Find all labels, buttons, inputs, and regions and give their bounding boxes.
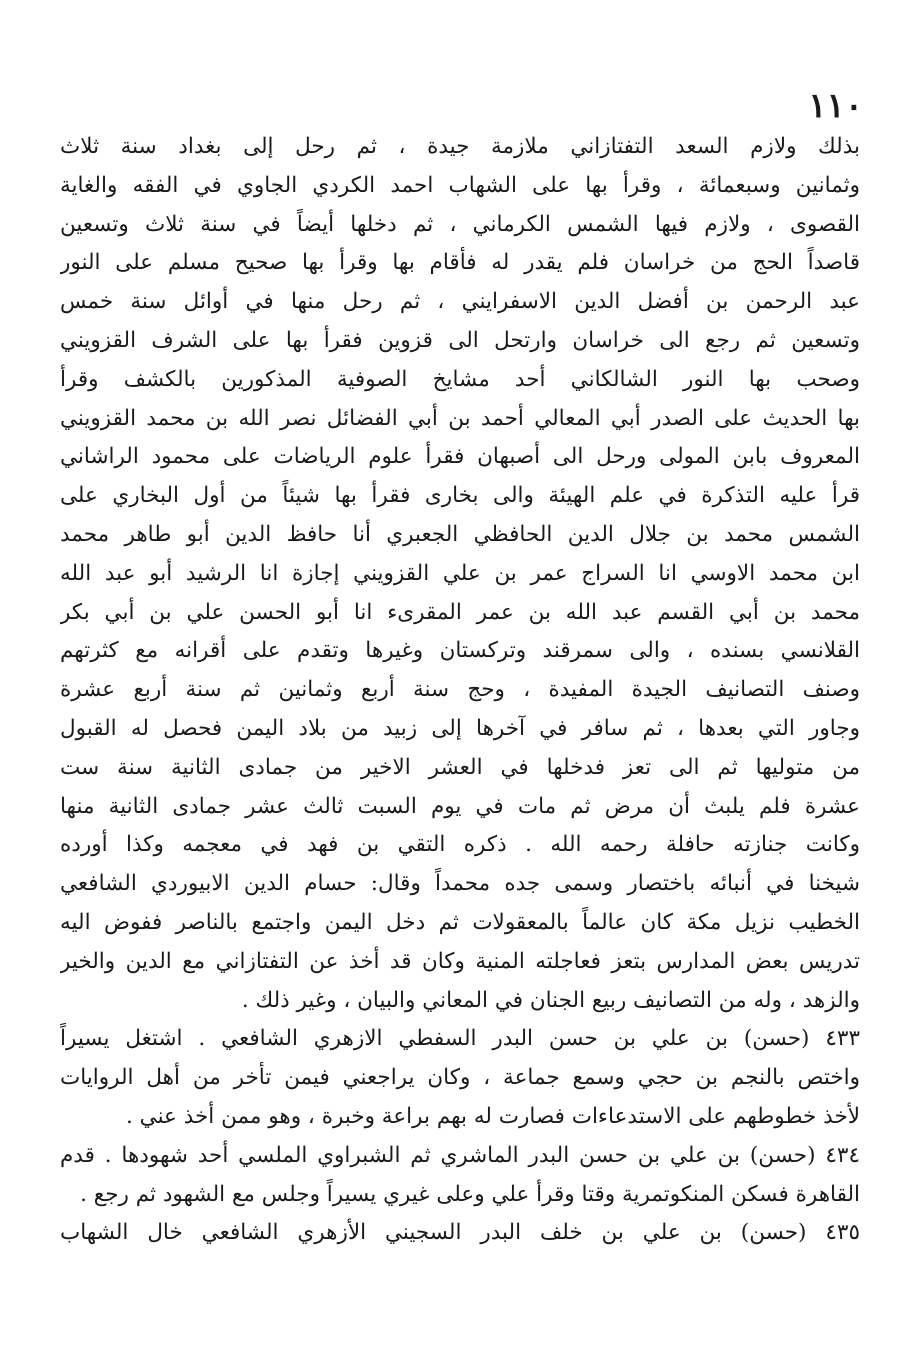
- text-line: وجاور التي بعدها ، ثم سافر في آخرها إلى زبيد من بلاد اليمن فحصل له القبول: [60, 715, 860, 741]
- entry-line-433: ٤٣٣ (حسن) بن علي بن حسن البدر السفطي الازهري الشافعي . اشتغل يسيراً: [60, 1026, 860, 1052]
- text-line: الشمس محمد بن جلال الدين الحافظي الجعبري أنا حافظ الدين أبو طاهر محمد: [60, 521, 860, 547]
- text-line: تدريس بعض المدارس بتعز فعاجلته المنية وكان قد أخذ عن التفتازاني مع الدين والخير: [60, 948, 860, 974]
- text-line: ابن محمد الاوسي انا السراج عمر بن علي القزويني إجازة انا الرشيد أبو عبد الله: [60, 560, 860, 586]
- text-line: المعروف بابن المولى ورحل الى أصبهان فقرأ علوم الرياضات على محمود الراشاني: [60, 444, 860, 470]
- entry-line-435: ٤٣٥ (حسن) بن علي بن خلف البدر السجيني الأزهري الشافعي خال الشهاب: [60, 1220, 860, 1246]
- text-line: لأخذ خطوطهم على الاستدعاءات فصارت له بهم براعة وخبرة ، وهو ممن أخذ عني .: [125, 1103, 860, 1129]
- text-line: وصحب بها النور الشالكاني أحد مشايخ الصوفية المذكورين بالكشف وقرأ: [60, 366, 860, 392]
- text-line: عشرة فلم يلبث أن مرض ثم مات في يوم السبت ثالث عشر جمادى الثانية منها: [60, 793, 860, 819]
- page-number: ١١٠: [808, 86, 863, 126]
- text-line: الخطيب نزيل مكة كان عالماً بالمعقولات ثم دخل اليمن واجتمع بالناصر ففوض اليه: [60, 909, 860, 935]
- text-line: بذلك ولازم السعد التفتازاني ملازمة جيدة ، ثم رحل إلى بغداد سنة ثلاث: [60, 134, 860, 159]
- text-line: قاصداً الحج من خراسان فلم يقدر له فأقام بها وقرأ بها صحيح مسلم على النور: [60, 250, 860, 276]
- entry-line-434: ٤٣٤ (حسن) بن علي بن حسن البدر الماشري ثم الشبراوي الملسي أحد شهودها . قدم: [60, 1142, 860, 1168]
- text-line: واختص بالنجم بن حجي وسمع جماعة ، وكان يراجعني فيمن تأخر من أهل الروايات: [60, 1065, 860, 1091]
- text-line: من متوليها ثم الى تعز فدخلها في العشر الاخير من جمادى الثانية سنة ست: [60, 754, 860, 780]
- text-line: والزهد ، وله من التصانيف ربيع الجنان في المعاني والبيان ، وغير ذلك .: [241, 987, 860, 1013]
- text-line: بها الحديث على الصدر أبي المعالي أحمد بن أبي الفضائل نصر الله بن محمد القزويني: [60, 405, 860, 431]
- text-line: وتسعين ثم رجع الى خراسان وارتحل الى قزوين فقرأ بها على الشرف القزويني: [60, 327, 860, 353]
- text-line: القاهرة فسكن المنكوتمرية وقتا وقرأ علي وعلى غيري يسيراً وجلس مع الشهود ثم رجع .: [80, 1181, 860, 1207]
- text-line: وصنف التصانيف الجيدة المفيدة ، وحج سنة أربع وثمانين ثم سنة أربع عشرة: [60, 677, 860, 703]
- text-line: محمد بن أبي القسم عبد الله بن عمر المقرىء انا أبو الحسن علي بن أبي بكر: [60, 599, 860, 625]
- text-line: قرأ عليه التذكرة في علم الهيئة والى بخارى فقرأ بها شيئاً من أول البخاري على: [60, 483, 860, 509]
- text-line: وثمانين وسبعمائة ، وقرأ بها على الشهاب احمد الكردي الجاوي في الفقه والغاية: [60, 172, 860, 198]
- text-line: القلانسي بسنده ، والى سمرقند وتركستان وغيرها وتقدم على أقرانه مع كثرتهم: [60, 638, 860, 664]
- text-line: شيخنا في أنبائه باختصار وسمى جده محمداً وقال: حسام الدين الابيوردي الشافعي: [60, 871, 860, 897]
- text-line: عبد الرحمن بن أفضل الدين الاسفرايني ، ثم رحل منها في أوائل سنة خمس: [60, 289, 860, 315]
- text-line: وكانت جنازته حافلة رحمه الله . ذكره التقي بن فهد في معجمه وكذا أورده: [60, 832, 860, 858]
- body-text: [60, 128, 860, 1253]
- text-line: القصوى ، ولازم فيها الشمس الكرماني ، ثم دخلها أيضاً في سنة ثلاث وتسعين: [60, 211, 860, 237]
